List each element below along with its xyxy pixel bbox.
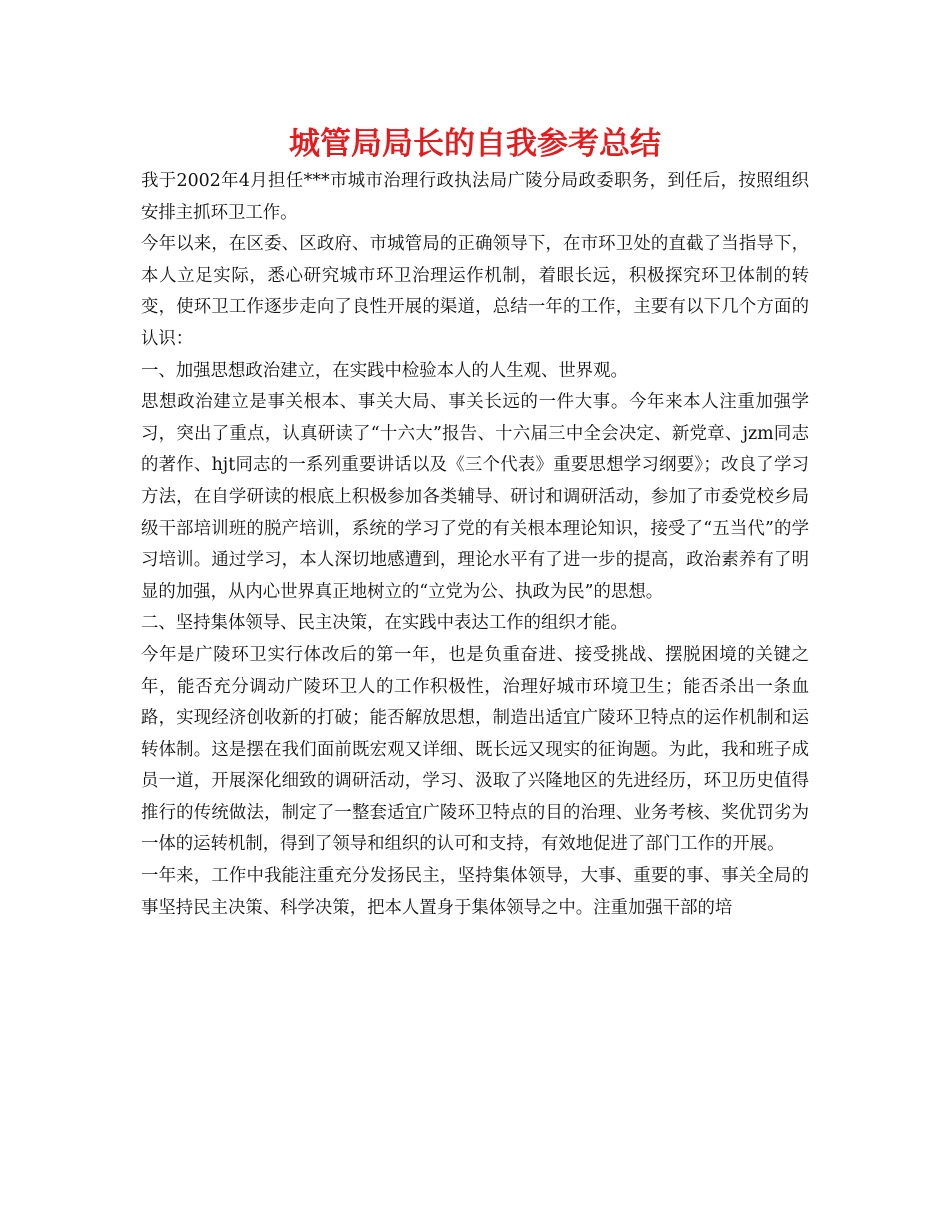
paragraph: 我于2002年4月担任***市城市治理行政执法局广陵分局政委职务，到任后，按照组织安排主抓环卫工作。 — [141, 171, 809, 223]
paragraph: 今年以来，在区委、区政府、市城管局的正确领导下，在市环卫处的直截了当指导下，本人立足实际，悉心研究城市环卫治理运作机制，着眼长远，积极探究环卫体制的转变，使环卫工作逐步走向了良性开展的渠道，总结一年的工作，主要有以下几个方面的认识： — [141, 234, 809, 349]
document-body — [141, 166, 809, 924]
paragraph: 思想政治建立是事关根本、事关大局、事关长远的一件大事。今年来本人注重加强学习，突出了重点，认真研读了“十六大”报告、十六届三中全会决定、新党章、jzm同志的著作、hjt同志的一系列重要讲话以及《三个代表》重要思想学习纲要》；改良了学习方法，在自学研读的根底上积极参加各类辅导、研讨和调研活动，参加了市委党校乡局级干部培训班的脱产培训，系统的学习了党的有关根本理论知识，接受了“五当代”的学习培训。通过学习，本人深切地感遭到，理论水平有了进一步的提高，政治素养有了明显的加强，从内心世界真正地树立的“立党为公、执政为民”的思想。 — [141, 392, 809, 602]
section-heading: 一、加强思想政治建立，在实践中检验本人的人生观、世界观。 — [141, 360, 628, 381]
section-heading: 二、坚持集体领导、民主决策，在实践中表达工作的组织才能。 — [141, 613, 628, 634]
paragraph: 一年来，工作中我能注重充分发扬民主，坚持集体领导，大事、重要的事、事关全局的事坚持民主决策、科学决策，把本人置身于集体领导之中。注重加强干部的培 — [141, 866, 809, 918]
paragraph: 今年是广陵环卫实行体改后的第一年，也是负重奋进、接受挑战、摆脱困境的关键之年，能否充分调动广陵环卫人的工作积极性，治理好城市环境卫生；能否杀出一条血路，实现经济创收新的打破；能否解放思想，制造出适宜广陵环卫特点的运作机制和运转体制。这是摆在我们面前既宏观又详细、既长远又现实的征询题。为此，我和班子成员一道，开展深化细致的调研活动，学习、汲取了兴隆地区的先进经历，环卫历史值得推行的传统做法，制定了一整套适宜广陵环卫特点的目的治理、业务考核、奖优罚劣为一体的运转机制，得到了领导和组织的认可和支持，有效地促进了部门工作的开展。 — [141, 644, 809, 855]
document-title: 城管局局长的自我参考总结 — [289, 126, 661, 162]
